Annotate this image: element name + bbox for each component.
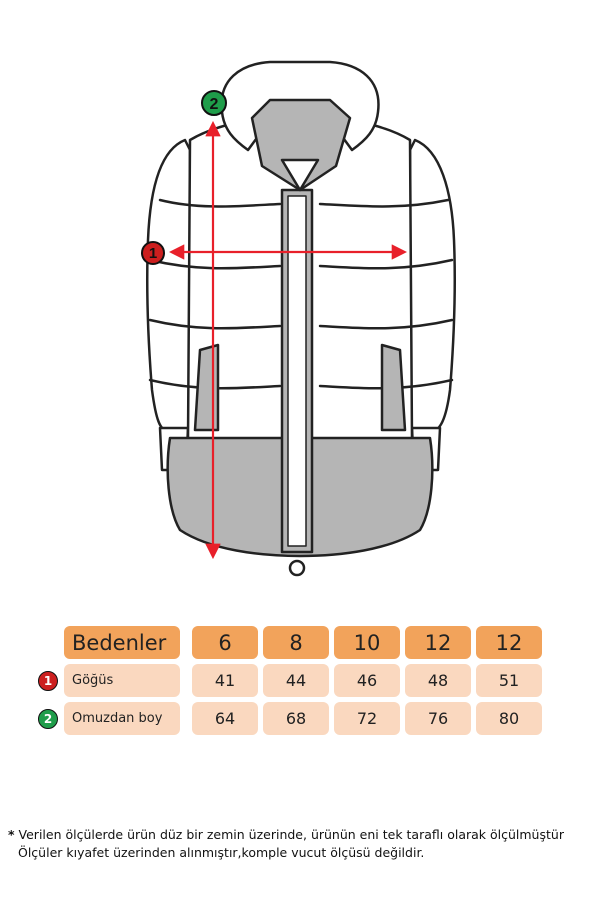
size-8: 8 [263, 626, 329, 659]
table-cell: 51 [476, 664, 542, 697]
svg-text:2: 2 [209, 96, 219, 113]
left-pocket [195, 345, 218, 430]
footnote-line-2: Ölçüler kıyafet üzerinden alınmıştır,komple vucut ölçüsü değildir. [18, 845, 425, 860]
table-cell: 64 [192, 702, 258, 735]
marker-1-icon [142, 242, 164, 264]
size-header-label: Bedenler [64, 626, 180, 659]
table-cell: 68 [263, 702, 329, 735]
footnote-star: * [8, 827, 15, 842]
svg-text:1: 1 [148, 245, 158, 262]
right-pocket [382, 345, 405, 430]
marker-2-icon [202, 91, 226, 115]
right-sleeve [410, 140, 455, 432]
size-6: 6 [192, 626, 258, 659]
size-12b: 12 [476, 626, 542, 659]
footnote [8, 826, 596, 862]
table-cell: 76 [405, 702, 471, 735]
row-label: Omuzdan boy [64, 702, 180, 735]
footnote-line-1: Verilen ölçülerde ürün düz bir zemin üzerinde, ürünün eni tek taraflı olarak ölçülmüştür [18, 827, 564, 842]
size-12a: 12 [405, 626, 471, 659]
table-cell: 46 [334, 664, 400, 697]
marker-1-badge: 1 [38, 671, 58, 691]
size-10: 10 [334, 626, 400, 659]
left-sleeve [147, 140, 190, 432]
table-cell: 80 [476, 702, 542, 735]
row-label: Göğüs [64, 664, 180, 697]
marker-2-badge: 2 [38, 709, 58, 729]
table-cell: 48 [405, 664, 471, 697]
table-cell: 44 [263, 664, 329, 697]
table-cell: 41 [192, 664, 258, 697]
table-cell: 72 [334, 702, 400, 735]
